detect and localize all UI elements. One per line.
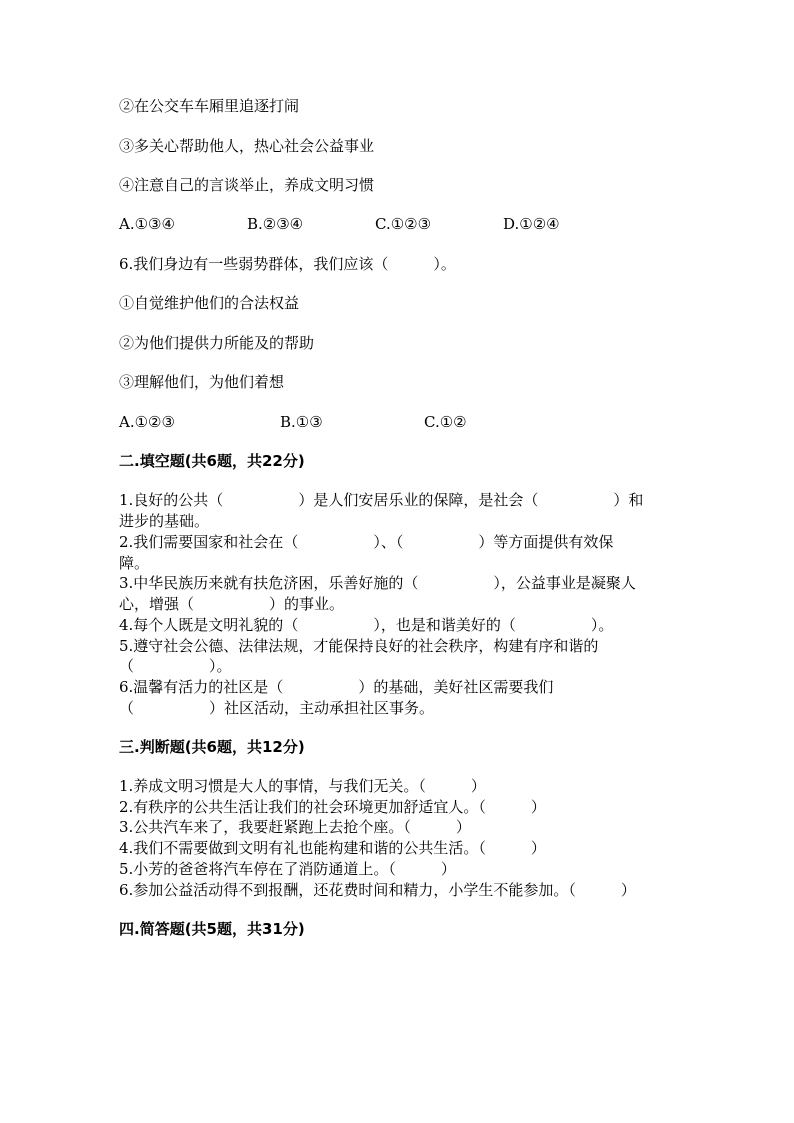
judge-line-5: 5.小芳的爸爸将汽车停在了消防通道上。（ ） bbox=[119, 860, 456, 878]
fill-line-7: 4.每个人既是文明礼貌的（ ），也是和谐美好的（ ）。 bbox=[119, 616, 614, 634]
judge-line-3: 3.公共汽车来了，我要赶紧跑上去抢个座。（ ） bbox=[119, 818, 471, 836]
q6-option-a: A.①②③ bbox=[119, 413, 175, 431]
q5-item-3: ③多关心帮助他人，热心社会公益事业 bbox=[119, 137, 375, 155]
fill-line-10: 6.温馨有活力的社区是（ ）的基础，美好社区需要我们 bbox=[119, 678, 554, 696]
q6-stem: 6.我们身边有一些弱势群体，我们应该（ ）。 bbox=[119, 255, 456, 273]
q5-item-4: ④注意自己的言谈举止，养成文明习惯 bbox=[119, 176, 375, 194]
fill-line-9: （ ）。 bbox=[119, 657, 232, 675]
judge-line-6: 6.参加公益活动得不到报酬，还花费时间和精力，小学生不能参加。（ ） bbox=[119, 881, 636, 899]
q5-option-d: D.①②④ bbox=[503, 215, 560, 233]
q5-item-2: ②在公交车车厢里追逐打闹 bbox=[119, 97, 300, 115]
section-4-heading: 四.简答题(共5题，共31分) bbox=[119, 920, 305, 938]
fill-line-8: 5.遵守社会公德、法律法规，才能保持良好的社会秩序，构建有序和谐的 bbox=[119, 637, 599, 655]
q6-item-2: ②为他们提供力所能及的帮助 bbox=[119, 334, 315, 352]
fill-line-2: 进步的基础。 bbox=[119, 512, 210, 530]
q6-option-b: B.①③ bbox=[280, 413, 323, 431]
section-3-heading: 三.判断题(共6题，共12分) bbox=[119, 738, 305, 756]
judge-line-2: 2.有秩序的公共生活让我们的社会环境更加舒适宜人。（ ） bbox=[119, 798, 546, 816]
q5-option-b: B.②③④ bbox=[247, 215, 304, 233]
fill-line-3: 2.我们需要国家和社会在（ ）、（ ）等方面提供有效保 bbox=[119, 533, 614, 551]
fill-line-4: 障。 bbox=[119, 554, 150, 572]
fill-line-5: 3.中华民族历来就有扶危济困，乐善好施的（ ），公益事业是凝聚人 bbox=[119, 574, 636, 592]
q6-option-c: C.①② bbox=[424, 413, 467, 431]
judge-line-4: 4.我们不需要做到文明有礼也能构建和谐的公共生活。（ ） bbox=[119, 839, 546, 857]
judge-line-1: 1.养成文明习惯是大人的事情，与我们无关。（ ） bbox=[119, 777, 486, 795]
fill-line-6: 心，增强（ ）的事业。 bbox=[119, 595, 345, 613]
fill-line-11: （ ）社区活动，主动承担社区事务。 bbox=[119, 699, 435, 717]
q5-option-c: C.①②③ bbox=[375, 215, 432, 233]
section-2-heading: 二.填空题(共6题，共22分) bbox=[119, 452, 305, 470]
fill-line-1: 1.良好的公共（ ）是人们安居乐业的保障，是社会（ ）和 bbox=[119, 491, 644, 509]
q5-option-a: A.①③④ bbox=[119, 215, 175, 233]
q6-item-1: ①自觉维护他们的合法权益 bbox=[119, 294, 300, 312]
q6-item-3: ③理解他们，为他们着想 bbox=[119, 373, 285, 391]
